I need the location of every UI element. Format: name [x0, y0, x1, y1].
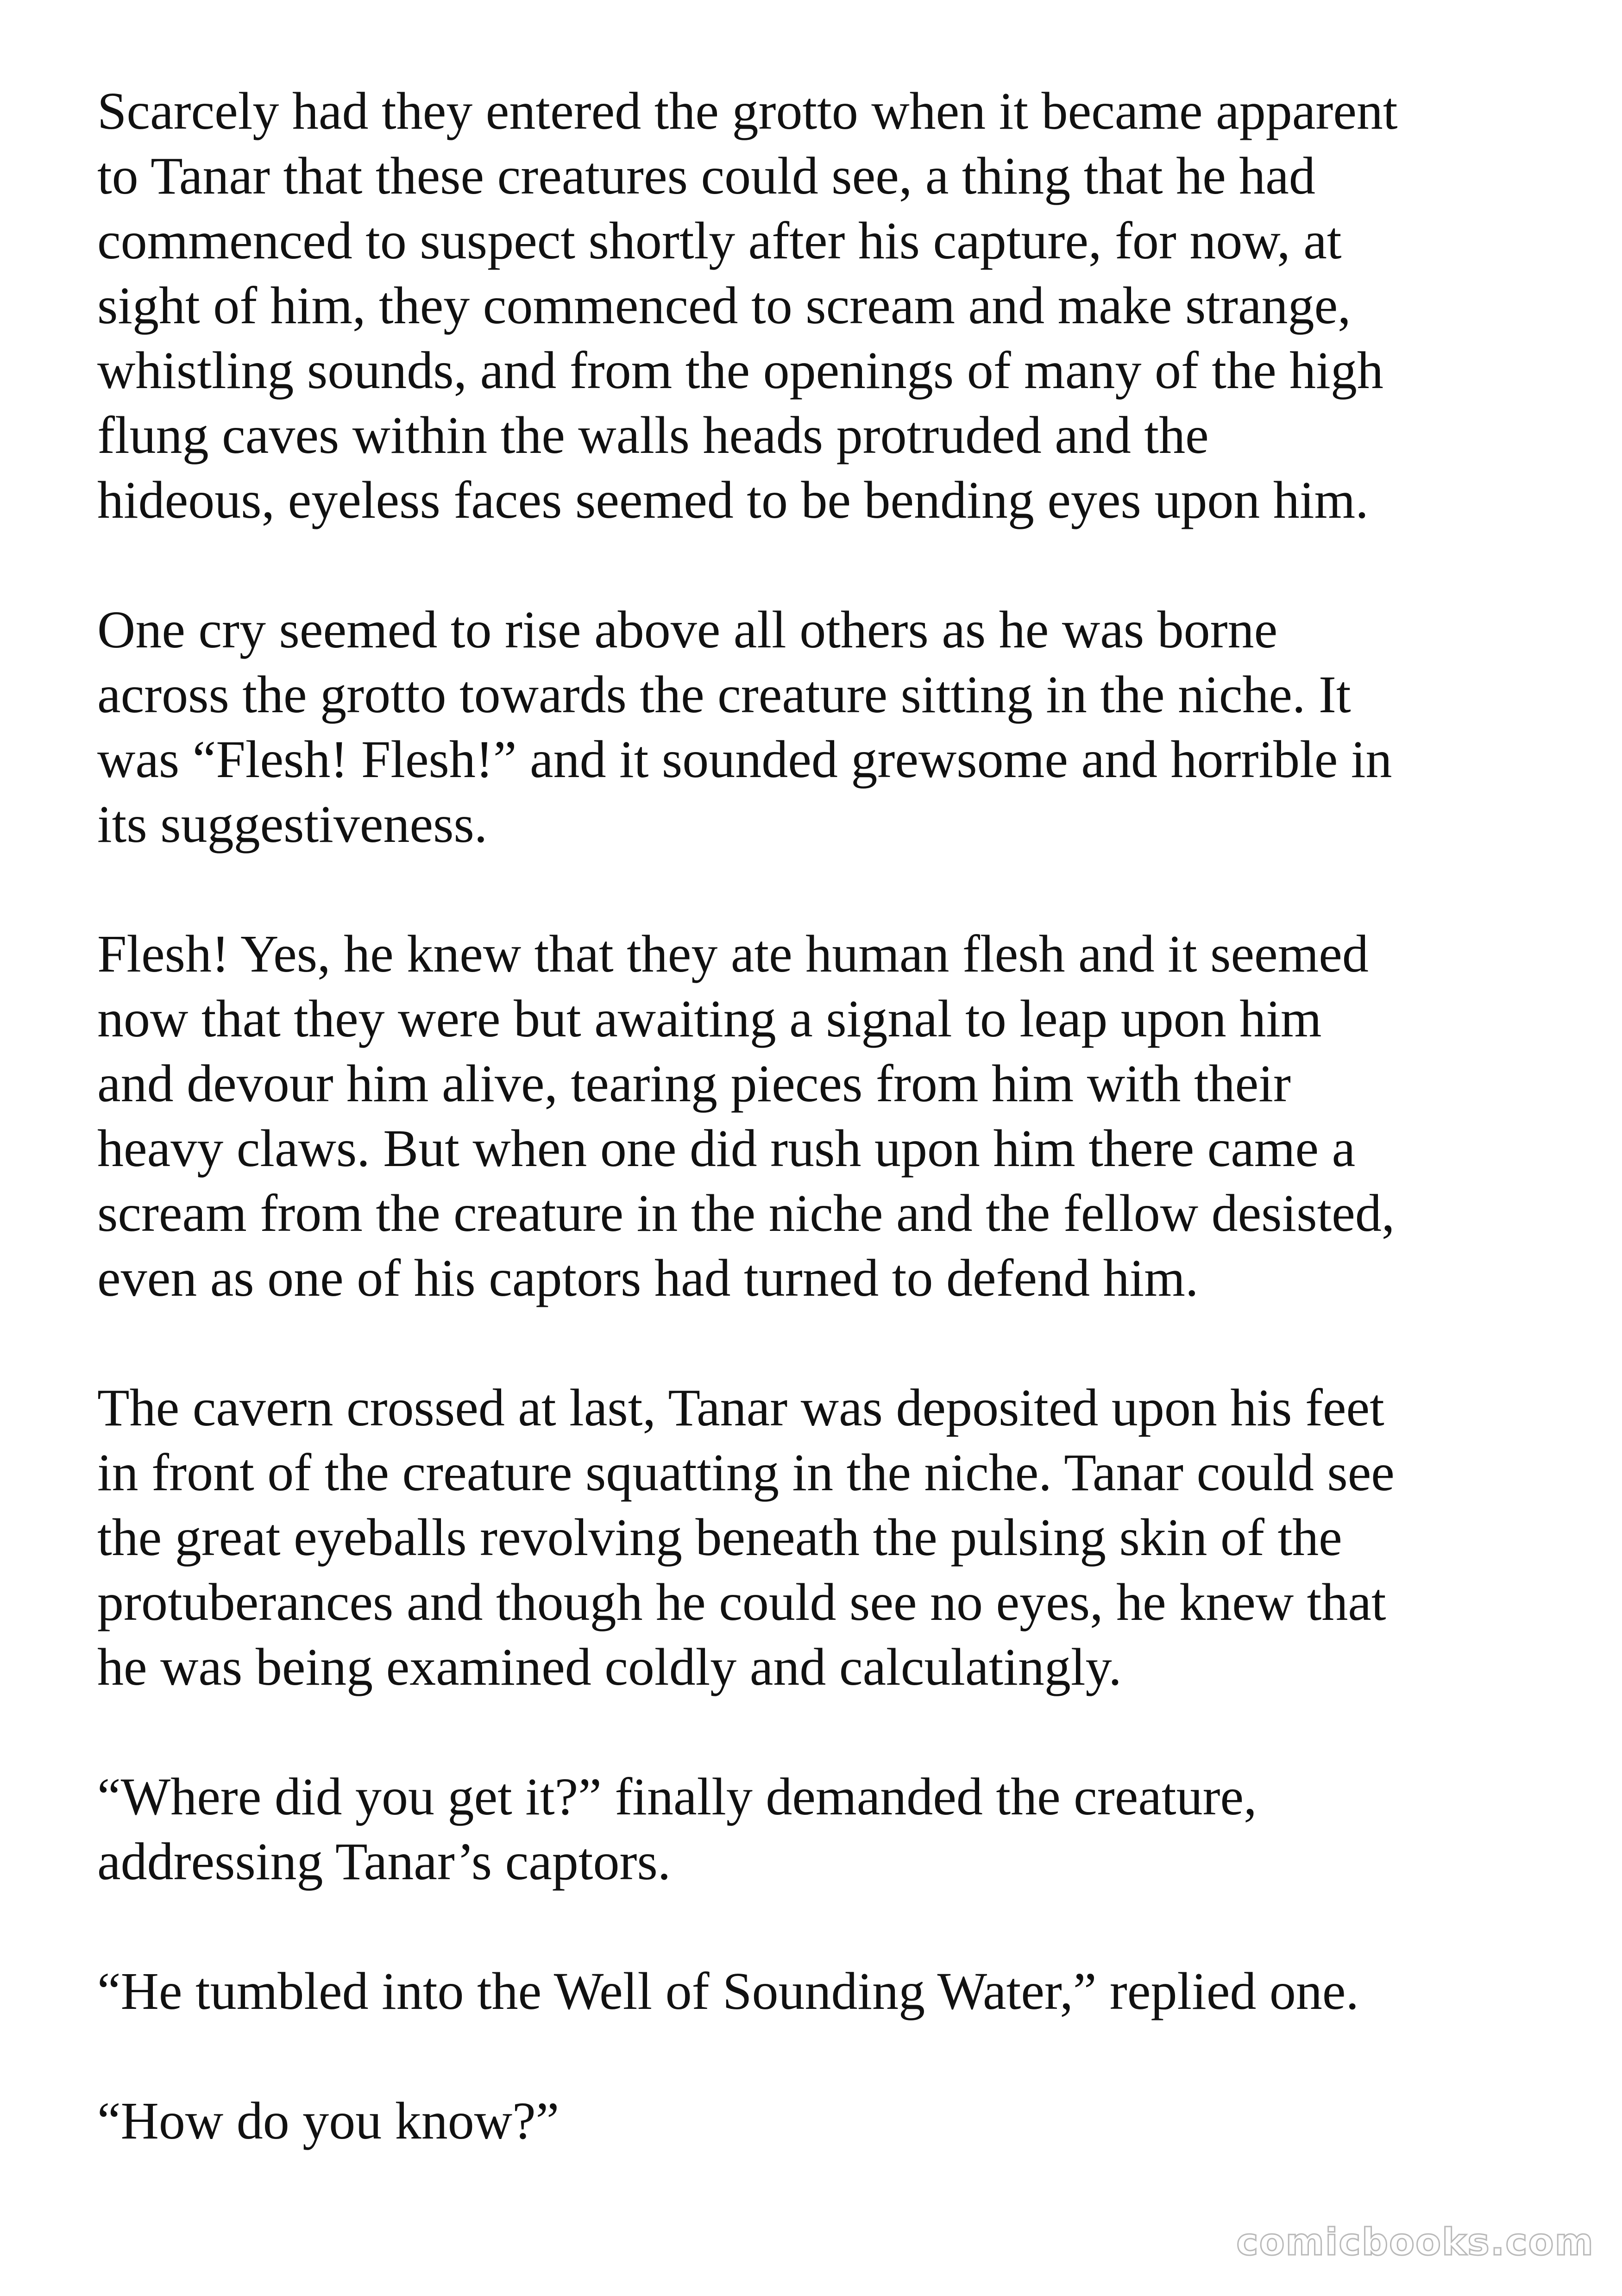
- text-line: to Tanar that these creatures could see, a thing that he had: [97, 146, 1315, 205]
- paragraph: [97, 1375, 1556, 1700]
- text-line: whistling sounds, and from the openings of many of the high: [97, 341, 1383, 400]
- text-line: Scarcely had they entered the grotto when it became apparent: [97, 82, 1398, 140]
- paragraph: [97, 1764, 1556, 1894]
- text-line: “How do you know?”: [97, 2091, 560, 2150]
- text-line: he was being examined coldly and calculatingly.: [97, 1637, 1122, 1696]
- text-line: scream from the creature in the niche and the fellow desisted,: [97, 1184, 1395, 1242]
- text-line: “He tumbled into the Well of Sounding Water,” replied one.: [97, 1962, 1359, 2020]
- paragraph: [97, 1959, 1556, 2024]
- text-line: hideous, eyeless faces seemed to be bending eyes upon him.: [97, 470, 1369, 529]
- text-line: flung caves within the walls heads protruded and the: [97, 406, 1209, 464]
- watermark-logo: comicbooks.com: [1236, 2221, 1594, 2264]
- text-line: the great eyeballs revolving beneath the pulsing skin of the: [97, 1508, 1342, 1567]
- text-line: its suggestiveness.: [97, 795, 488, 853]
- text-line: now that they were but awaiting a signal to leap upon him: [97, 989, 1322, 1048]
- text-line: even as one of his captors had turned to defend him.: [97, 1248, 1199, 1307]
- paragraph: [97, 597, 1556, 857]
- text-line: in front of the creature squatting in the niche. Tanar could see: [97, 1443, 1395, 1502]
- paragraph: [97, 922, 1556, 1311]
- text-line: One cry seemed to rise above all others as he was borne: [97, 600, 1278, 659]
- text-line: The cavern crossed at last, Tanar was deposited upon his feet: [97, 1378, 1384, 1437]
- text-line: heavy claws. But when one did rush upon him there came a: [97, 1119, 1356, 1178]
- text-line: protuberances and though he could see no eyes, he knew that: [97, 1573, 1386, 1631]
- text-line: across the grotto towards the creature sitting in the niche. It: [97, 665, 1351, 724]
- body-text: [97, 79, 1556, 2218]
- text-line: Flesh! Yes, he knew that they ate human flesh and it seemed: [97, 924, 1369, 983]
- text-line: and devour him alive, tearing pieces from him with their: [97, 1054, 1291, 1113]
- text-line: was “Flesh! Flesh!” and it sounded grewsome and horrible in: [97, 730, 1392, 789]
- text-line: addressing Tanar’s captors.: [97, 1832, 671, 1891]
- text-line: commenced to suspect shortly after his capture, for now, at: [97, 211, 1342, 270]
- text-line: sight of him, they commenced to scream and make strange,: [97, 276, 1351, 335]
- paragraph: [97, 79, 1556, 533]
- text-line: “Where did you get it?” finally demanded the creature,: [97, 1767, 1257, 1826]
- paragraph: [97, 2089, 1556, 2153]
